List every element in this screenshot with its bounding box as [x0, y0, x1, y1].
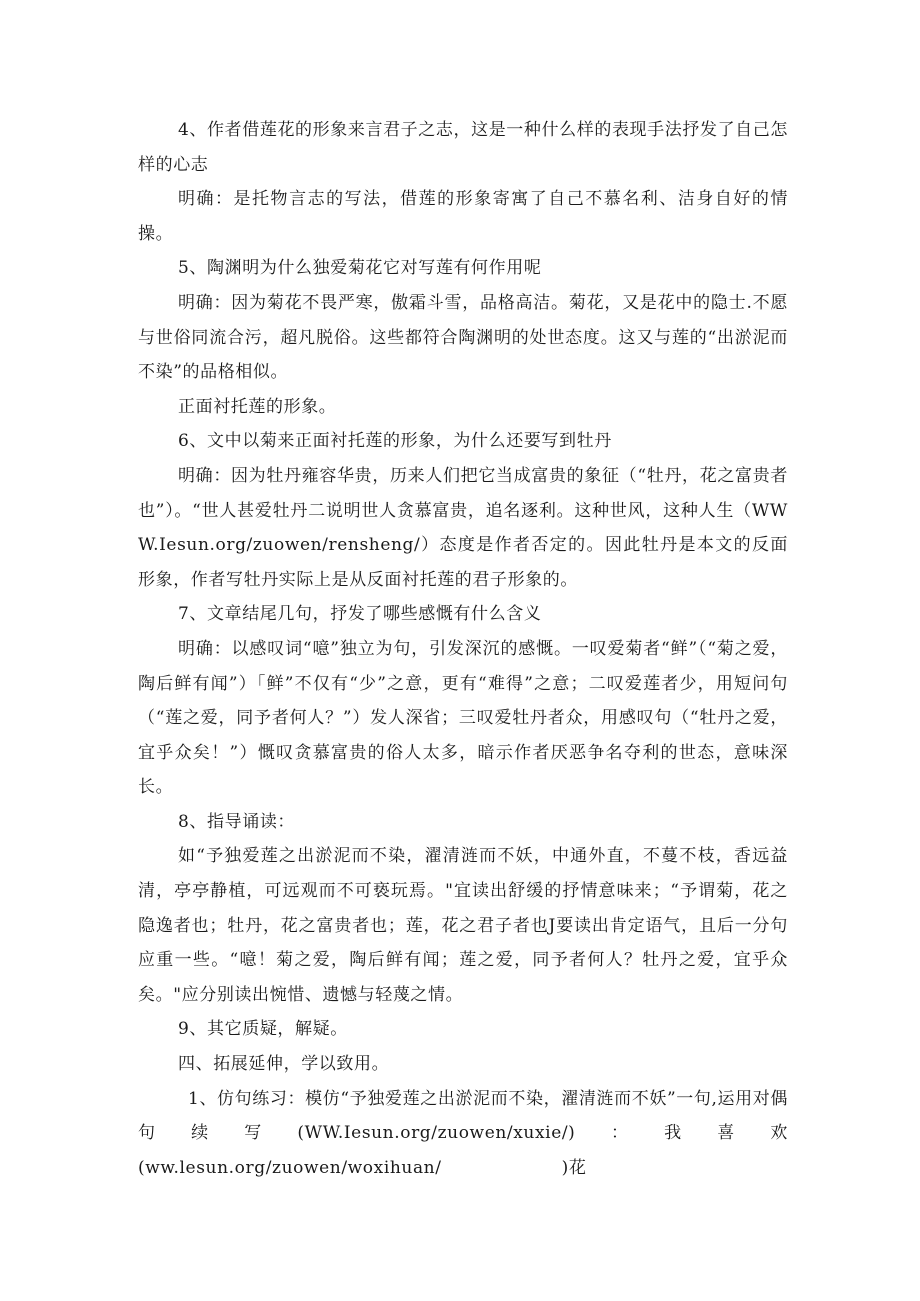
question-9: 9、其它质疑，解疑。: [178, 1019, 348, 1040]
question-4: 4、作者借莲花的形象来言君子之志，这是一种什么样的表现手法抒发了自己怎样的心志: [138, 120, 788, 175]
question-7: 7、文章结尾几句，抒发了哪些感慨有什么含义: [178, 604, 542, 625]
section-4-heading: 四、拓展延伸，学以致用。: [178, 1054, 390, 1075]
answer-6: 明确：因为牡丹雍容华贵，历来人们把它当成富贵的象征（“牡丹，花之富贵者也”）。“世人甚爱牡丹二说明世人贪慕富贵，追名逐利。这种世风，这种人生（WWW.Iesun.org/zuowen/rensheng/）态度是作者否定的。因此牡丹是本文的反面形象，作者写牡丹实际上是从反面衬托莲的君子形象的。: [138, 465, 788, 590]
question-5: 5、陶渊明为什么独爱菊花它对写莲有何作用呢: [178, 258, 542, 279]
answer-7: 明确：以感叹词“噫”独立为句，引发深沉的感慨。一叹爱菊者“鲜”（“菊之爱，陶后鲜有闻”）「鲜”不仅有“少”之意，更有“难得”之意；二叹爱莲者少，用短问句（“莲之爱，同予者何人？”）发人深省；三叹爱牡丹者众，用感叹句（“牡丹之爱，宜乎众矣！”）慨叹贪慕富贵的俗人太多，暗示作者厌恶争名夺利的世态，意味深长。: [138, 638, 788, 798]
exercise-1: 1、仿句练习：模仿“予独爱莲之出淤泥而不染，濯清涟而不妖”一句,运用对偶句续写(WW.Iesun.org/zuowen/xuxie/)：我喜欢: [138, 1088, 788, 1144]
answer-8: 如“予独爱莲之出淤泥而不染，濯清涟而不妖，中通外直，不蔓不枝，香远益清，亭亭静植，可远观而不可亵玩焉。"宜读出舒缓的抒情意味来；“予谓菊，花之隐逸者也；牡丹，花之富贵者也；莲，花之君子者也J要读出肯定语气，且后一分句应重一些。“噫！菊之爱，陶后鲜有闻；莲之爱，同予者何人？牡丹之爱，宜乎众矣。"应分别读出惋惜、遗憾与轻蔑之情。: [138, 846, 788, 1005]
answer-5: 明确：因为菊花不畏严寒，傲霜斗雪，品格高洁。菊花，又是花中的隐士.不愿与世俗同流合污，超凡脱俗。这些都符合陶渊明的处世态度。这又与莲的“出淤泥而不染”的品格相似。: [138, 292, 788, 383]
question-8: 8、指导诵读：: [178, 811, 296, 832]
answer-5-supplement: 正面衬托莲的形象。: [178, 396, 337, 417]
answer-4: 明确：是托物言志的写法，借莲的形象寄寓了自己不慕名利、洁身自好的情操。: [138, 189, 788, 244]
exercise-1-tail: (ww.lesun.org/zuowen/woxihuan/ )花: [138, 1157, 587, 1178]
question-6: 6、文中以菊来正面衬托莲的形象，为什么还要写到牡丹: [178, 431, 612, 452]
document-page: [138, 113, 788, 1185]
